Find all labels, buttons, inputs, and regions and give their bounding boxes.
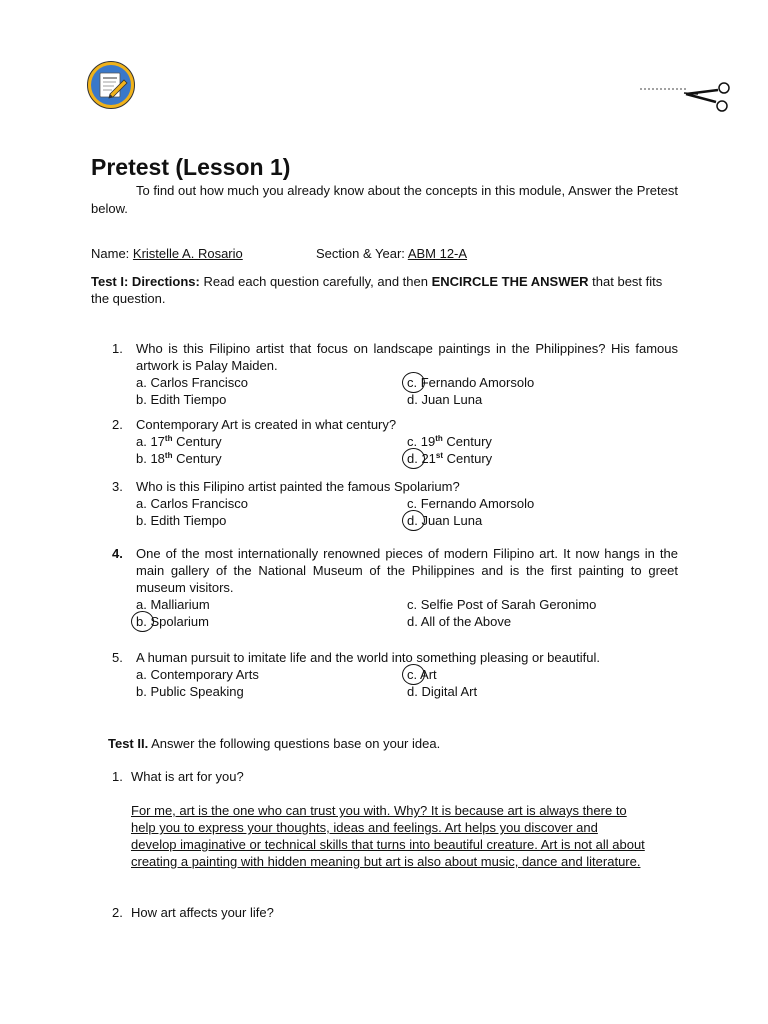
question-4: 4. One of the most internationally renowned pieces of modern Filipino art. It now hangs in the main gallery of the National Museum of the Philippines and is the first painting to greet museum visitors. a. Malliarium c. Selfie Post of Sarah Geronimo b. Spolarium d. All of the Above: [112, 546, 678, 629]
name-value: Kristelle A. Rosario: [132, 246, 243, 261]
answer-circle: c.: [407, 667, 418, 682]
option-5c[interactable]: c. Art: [407, 667, 437, 682]
option-1d[interactable]: d. Juan Luna: [407, 392, 483, 407]
test2-answer-1: [131, 802, 691, 870]
answer-circle: d.: [407, 513, 418, 528]
option-2c[interactable]: c. 19th Century: [407, 434, 492, 449]
test2-question-2: 2. How art affects your life?: [112, 905, 274, 920]
question-5: 5. A human pursuit to imitate life and the world into something pleasing or beautiful. a. Contemporary Arts c. Art b. Public Speaking d. Digital Art: [112, 649, 678, 700]
option-4c[interactable]: c. Selfie Post of Sarah Geronimo: [407, 597, 597, 612]
answer-line: develop imaginative or technical skills that turns into beautiful creature. Art is not all about: [131, 837, 645, 852]
option-4b[interactable]: b. Spolarium: [136, 614, 209, 629]
option-4d[interactable]: d. All of the Above: [407, 614, 512, 629]
option-3c[interactable]: c. Fernando Amorsolo: [407, 496, 535, 511]
answer-line: help you to express your thoughts, ideas and feelings. Art helps you discover and: [131, 820, 598, 835]
option-1a[interactable]: a. Carlos Francisco: [136, 375, 248, 390]
test1-directions: Test I: Directions: Read each question carefully, and then ENCIRCLE THE ANSWER that best fits the question.: [91, 274, 663, 306]
section-value: ABM 12-A: [407, 246, 468, 261]
option-5a[interactable]: a. Contemporary Arts: [136, 667, 259, 682]
test2-directions: Test II. Answer the following questions base on your idea.: [108, 736, 441, 751]
option-1b[interactable]: b. Edith Tiempo: [136, 392, 227, 407]
answer-line: For me, art is the one who can trust you with. Why? It is because art is always there to: [131, 803, 627, 818]
option-1c[interactable]: c. Fernando Amorsolo: [407, 375, 535, 390]
option-3d[interactable]: d. Juan Luna: [407, 513, 483, 528]
answer-circle: d.: [407, 451, 418, 466]
question-2: 2. Contemporary Art is created in what century? a. 17th Century c. 19th Century b. 18th Century d. 21st Century: [112, 416, 678, 467]
option-2d[interactable]: d. 21st Century: [407, 451, 493, 466]
answer-circle: c.: [407, 375, 418, 390]
page-title: Pretest (Lesson 1): [91, 154, 291, 180]
option-5d[interactable]: d. Digital Art: [407, 684, 478, 699]
scissors-icon: [638, 80, 733, 115]
test2-question-1: 1. What is art for you?: [112, 769, 244, 784]
option-2b[interactable]: b. 18th Century: [136, 451, 222, 466]
notepad-pencil-icon: [86, 60, 136, 110]
question-3: 3. Who is this Filipino artist painted the famous Spolarium? a. Carlos Francisco c. Fernando Amorsolo b. Edith Tiempo d. Juan Luna: [112, 478, 678, 529]
question-1: 1. Who is this Filipino artist that focus on landscape paintings in the Philippines? His famous artwork is Palay Maiden. a. Carlos Francisco c. Fernando Amorsolo b. Edith Tiempo d. Juan Luna: [112, 341, 678, 407]
option-4a[interactable]: a. Malliarium: [136, 597, 210, 612]
intro-text: To find out how much you already know about the concepts in this module, Answer the Pretest below.: [91, 183, 678, 216]
option-5b[interactable]: b. Public Speaking: [136, 684, 244, 699]
answer-line: creating a painting with hidden meaning but art is also about music, dance and literature.: [131, 854, 641, 869]
option-3b[interactable]: b. Edith Tiempo: [136, 513, 227, 528]
answer-circle: b.: [136, 614, 147, 629]
name-field: Name: Kristelle A. Rosario: [91, 246, 243, 261]
option-2a[interactable]: a. 17th Century: [136, 434, 222, 449]
section-field: Section & Year: ABM 12-A: [316, 246, 468, 261]
option-3a[interactable]: a. Carlos Francisco: [136, 496, 248, 511]
